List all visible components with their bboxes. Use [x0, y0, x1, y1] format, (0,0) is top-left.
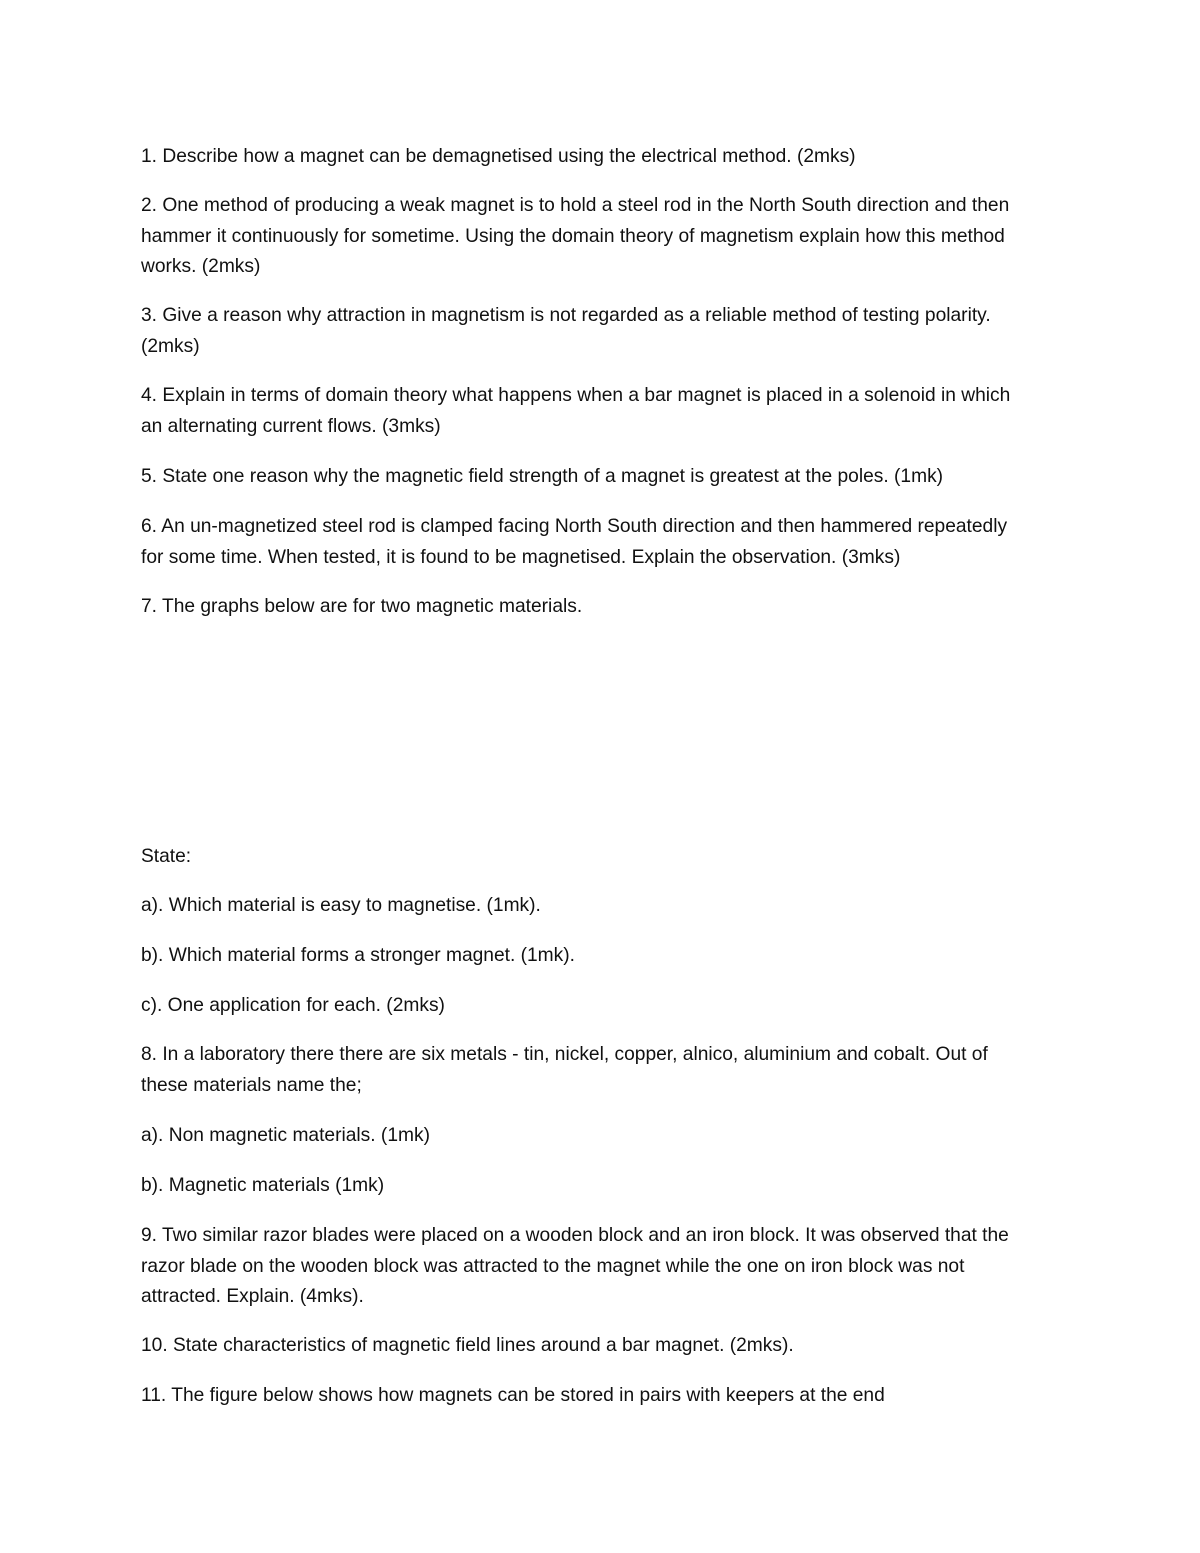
text-line: attracted. Explain. (4mks).	[141, 1286, 364, 1307]
question-10	[141, 1331, 1061, 1362]
text-line: 4. Explain in terms of domain theory what happens when a bar magnet is placed in a solenoid in which	[141, 385, 1011, 406]
text-line: b). Which material forms a stronger magnet. (1mk).	[141, 945, 575, 966]
question-8b	[141, 1171, 1061, 1202]
text-line: a). Which material is easy to magnetise. (1mk).	[141, 895, 541, 916]
question-7c	[141, 991, 1061, 1022]
text-line: for some time. When tested, it is found to be magnetised. Explain the observation. (3mks)	[141, 546, 901, 568]
question-2	[141, 191, 1061, 283]
text-line: 3. Give a reason why attraction in magnetism is not regarded as a reliable method of testing polarity.	[141, 305, 991, 326]
text-line: 9. Two similar razor blades were placed on a wooden block and an iron block. It was observed that the	[141, 1225, 1009, 1246]
text-line: b). Magnetic materials (1mk)	[141, 1175, 385, 1196]
text-line: an alternating current flows. (3mks)	[141, 415, 441, 437]
text-line: 2. One method of producing a weak magnet is to hold a steel rod in the North South direction and then	[141, 195, 1010, 216]
question-7a	[141, 891, 1061, 922]
question-6	[141, 512, 1061, 573]
text-line: a). Non magnetic materials. (1mk)	[141, 1125, 430, 1146]
text-line: razor blade on the wooden block was attracted to the magnet while the one on iron block was not	[141, 1255, 965, 1277]
text-line: these materials name the;	[141, 1074, 362, 1096]
text-line: 11. The figure below shows how magnets can be stored in pairs with keepers at the end	[141, 1385, 885, 1406]
question-4	[141, 381, 1061, 442]
text-line: (2mks)	[141, 335, 200, 357]
text-line: 7. The graphs below are for two magnetic materials.	[141, 596, 583, 617]
text-line: hammer it continuously for sometime. Using the domain theory of magnetism explain how this method	[141, 225, 1005, 247]
text-line: works. (2mks)	[141, 256, 261, 277]
question-1	[141, 142, 1061, 173]
question-7b	[141, 941, 1061, 972]
question-8	[141, 1040, 1061, 1101]
state-heading	[141, 842, 1061, 873]
text-line: c). One application for each. (2mks)	[141, 995, 445, 1016]
text-line: 6. An un-magnetized steel rod is clamped facing North South direction and then hammered repeatedly	[141, 516, 1008, 537]
question-5	[141, 462, 1061, 493]
text-line: 1. Describe how a magnet can be demagnetised using the electrical method. (2mks)	[141, 146, 856, 167]
text-line: 8. In a laboratory there there are six metals - tin, nickel, copper, alnico, aluminium and cobalt. Out of	[141, 1044, 988, 1065]
question-8a	[141, 1121, 1061, 1152]
question-11	[141, 1381, 1061, 1412]
question-3	[141, 301, 1061, 362]
question-7	[141, 592, 1061, 623]
text-line: 5. State one reason why the magnetic field strength of a magnet is greatest at the poles. (1mk)	[141, 466, 944, 487]
text-line: 10. State characteristics of magnetic field lines around a bar magnet. (2mks).	[141, 1335, 794, 1356]
text-line: State:	[141, 846, 192, 867]
question-9	[141, 1221, 1061, 1313]
